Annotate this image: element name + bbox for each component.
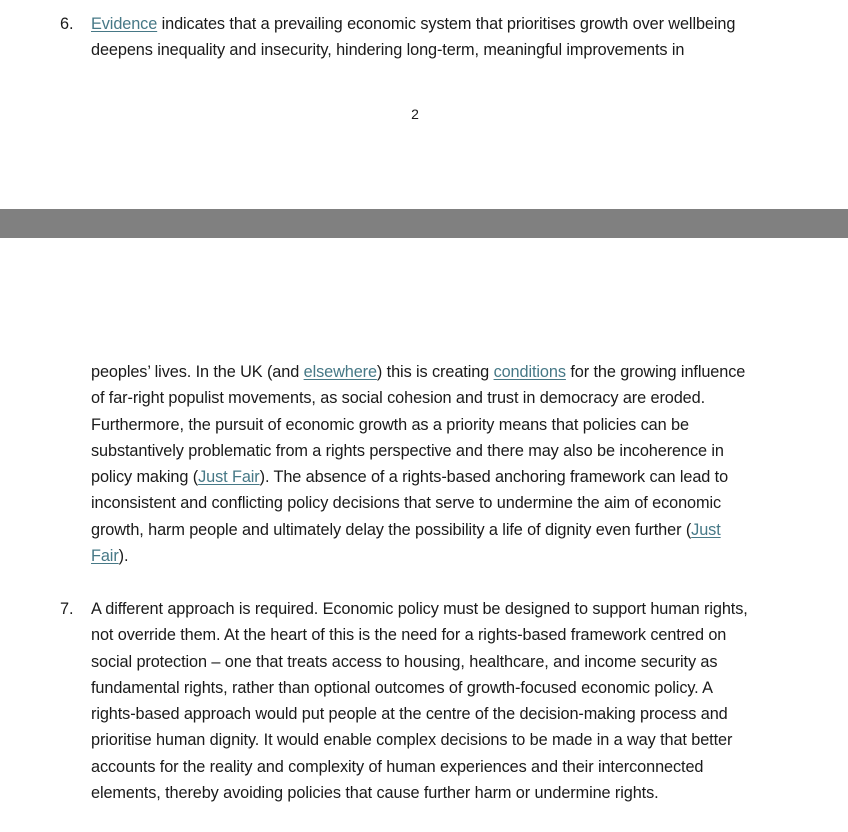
paragraph-line: prioritise human dignity. It would enable complex decisions to be made in a way that better xyxy=(91,731,733,750)
just-fair-link-2[interactable]: Just xyxy=(691,520,721,539)
paragraph-line xyxy=(91,543,806,569)
document-page-2 xyxy=(0,0,848,209)
text-run: peoples’ lives. In the UK (and xyxy=(91,363,304,381)
text-run: for the growing influence xyxy=(565,363,746,381)
text-run: growth, harm people and ultimately delay the possibility a life of dignity even further ( xyxy=(91,520,692,539)
paragraph-line: accounts for the reality and complexity of human experiences and their interconnected xyxy=(91,757,704,776)
paragraph-line: Furthermore, the pursuit of economic growth as a priority means that policies can be xyxy=(91,415,689,434)
paragraph-line: A different approach is required. Economic policy must be designed to support human rights, xyxy=(91,600,748,618)
paragraph-line xyxy=(91,11,806,37)
paragraph-line xyxy=(91,517,806,543)
evidence-link[interactable]: Evidence xyxy=(91,15,158,33)
list-number-7: 7. xyxy=(60,600,74,618)
text-run: indicates that a prevailing economic system that prioritises growth over wellbeing xyxy=(157,15,736,33)
paragraph-line: substantively problematic from a rights perspective and there may also be incoherence in xyxy=(91,441,724,460)
paragraph-item-7 xyxy=(91,596,806,806)
text-run: ) this is creating xyxy=(376,363,494,381)
page-separator xyxy=(0,209,848,238)
paragraph-item-6-start xyxy=(91,11,806,64)
document-page-3 xyxy=(0,238,848,832)
elsewhere-link[interactable]: elsewhere xyxy=(303,363,377,381)
text-run: ). xyxy=(118,547,129,566)
paragraph-line: inconsistent and conflicting policy decisions that serve to undermine the aim of economic xyxy=(91,494,722,513)
paragraph-line xyxy=(91,359,806,385)
text-run: policy making ( xyxy=(91,468,199,487)
page-number: 2 xyxy=(411,106,419,122)
paragraph-item-6-continued xyxy=(91,359,806,569)
text-run: ). The absence of a rights-based anchoring framework can lead to xyxy=(259,468,729,487)
paragraph-line: of far-right populist movements, as social cohesion and trust in democracy are eroded. xyxy=(91,389,706,408)
list-number-6: 6. xyxy=(60,15,74,33)
paragraph-line: deepens inequality and insecurity, hindering long-term, meaningful improvements in xyxy=(91,41,685,60)
paragraph-line: elements, thereby avoiding policies that cause further harm or undermine rights. xyxy=(91,784,659,803)
paragraph-line xyxy=(91,464,806,490)
conditions-link[interactable]: conditions xyxy=(493,363,566,381)
just-fair-link-2-cont[interactable]: Fair xyxy=(91,547,119,566)
just-fair-link[interactable]: Just Fair xyxy=(198,468,260,487)
paragraph-line: social protection – one that treats access to housing, healthcare, and income security as xyxy=(91,652,718,671)
paragraph-line: not override them. At the heart of this is the need for a rights-based framework centred on xyxy=(91,626,727,645)
paragraph-line: fundamental rights, rather than optional outcomes of growth-focused economic policy. A xyxy=(91,678,713,697)
paragraph-line: rights-based approach would put people at the centre of the decision-making process and xyxy=(91,705,728,724)
